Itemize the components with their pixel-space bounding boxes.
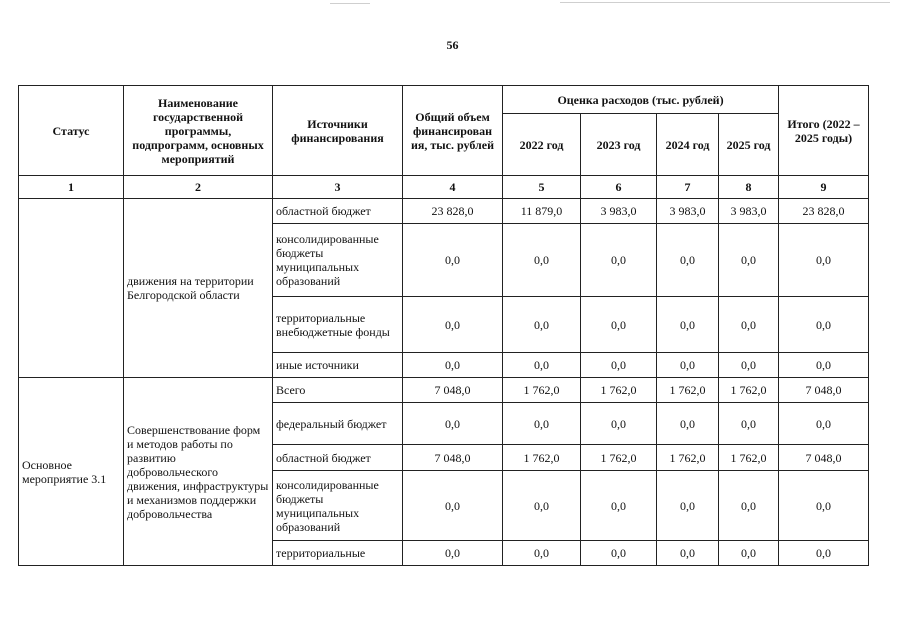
value-total-volume: 0,0 bbox=[403, 403, 503, 445]
funding-source: консолидированные бюджеты муниципальных образований bbox=[273, 224, 403, 297]
column-numbers-row bbox=[19, 176, 869, 199]
funding-source: консолидированные бюджеты муниципальных образований bbox=[273, 471, 403, 541]
scan-artifact-line bbox=[330, 3, 370, 4]
value-2025: 0,0 bbox=[719, 224, 779, 297]
value-2022: 1 762,0 bbox=[503, 445, 581, 471]
header-costs: Оценка расходов (тыс. рублей) bbox=[503, 86, 779, 114]
status-cell bbox=[19, 199, 124, 378]
funding-source: Всего bbox=[273, 378, 403, 403]
value-2023: 0,0 bbox=[581, 471, 657, 541]
measure-name-cell: Совершенствование форм и методов работы по развитию добровольческого движения, инфраструктуры и механизмов поддержки добровольчества bbox=[124, 378, 273, 566]
value-2023: 1 762,0 bbox=[581, 378, 657, 403]
value-2023: 0,0 bbox=[581, 353, 657, 378]
funding-source: территориальные внебюджетные фонды bbox=[273, 297, 403, 353]
funding-source: территориальные bbox=[273, 541, 403, 566]
status-cell: Основное мероприятие 3.1 bbox=[19, 378, 124, 566]
value-2023: 1 762,0 bbox=[581, 445, 657, 471]
value-2022: 11 879,0 bbox=[503, 199, 581, 224]
value-total-period: 0,0 bbox=[779, 471, 869, 541]
header-total-period: Итого (2022 – 2025 годы) bbox=[779, 86, 869, 176]
value-total-volume: 7 048,0 bbox=[403, 378, 503, 403]
value-2025: 3 983,0 bbox=[719, 199, 779, 224]
header-year-2022: 2022 год bbox=[503, 114, 581, 176]
value-2024: 3 983,0 bbox=[657, 199, 719, 224]
table-row bbox=[19, 199, 869, 224]
value-2024: 1 762,0 bbox=[657, 378, 719, 403]
value-total-period: 23 828,0 bbox=[779, 199, 869, 224]
header-total-volume: Общий объем финансирован ия, тыс. рублей bbox=[403, 86, 503, 176]
value-2025: 1 762,0 bbox=[719, 378, 779, 403]
table-row bbox=[19, 378, 869, 403]
column-number: 3 bbox=[273, 176, 403, 199]
value-2025: 0,0 bbox=[719, 403, 779, 445]
column-number: 4 bbox=[403, 176, 503, 199]
funding-source: федеральный бюджет bbox=[273, 403, 403, 445]
header-status: Статус bbox=[19, 86, 124, 176]
value-2022: 0,0 bbox=[503, 403, 581, 445]
value-total-period: 0,0 bbox=[779, 353, 869, 378]
value-2025: 0,0 bbox=[719, 297, 779, 353]
column-number: 1 bbox=[19, 176, 124, 199]
value-2024: 0,0 bbox=[657, 297, 719, 353]
column-number: 6 bbox=[581, 176, 657, 199]
header-year-2024: 2024 год bbox=[657, 114, 719, 176]
header-sources: Источники финансирования bbox=[273, 86, 403, 176]
measure-name-cell: движения на территории Белгородской области bbox=[124, 199, 273, 378]
value-total-volume: 7 048,0 bbox=[403, 445, 503, 471]
value-total-period: 7 048,0 bbox=[779, 378, 869, 403]
value-total-volume: 0,0 bbox=[403, 224, 503, 297]
funding-source: областной бюджет bbox=[273, 199, 403, 224]
value-total-volume: 0,0 bbox=[403, 541, 503, 566]
value-2022: 0,0 bbox=[503, 471, 581, 541]
value-2022: 0,0 bbox=[503, 297, 581, 353]
value-2024: 0,0 bbox=[657, 353, 719, 378]
value-2025: 0,0 bbox=[719, 471, 779, 541]
value-2025: 0,0 bbox=[719, 353, 779, 378]
value-total-period: 7 048,0 bbox=[779, 445, 869, 471]
value-2025: 0,0 bbox=[719, 541, 779, 566]
header-year-2025: 2025 год bbox=[719, 114, 779, 176]
value-2023: 0,0 bbox=[581, 297, 657, 353]
column-number: 9 bbox=[779, 176, 869, 199]
value-2023: 0,0 bbox=[581, 403, 657, 445]
value-2025: 1 762,0 bbox=[719, 445, 779, 471]
value-total-period: 0,0 bbox=[779, 224, 869, 297]
value-2022: 0,0 bbox=[503, 224, 581, 297]
header-year-2023: 2023 год bbox=[581, 114, 657, 176]
value-total-period: 0,0 bbox=[779, 403, 869, 445]
value-2024: 0,0 bbox=[657, 224, 719, 297]
value-2024: 0,0 bbox=[657, 471, 719, 541]
scan-artifact-line bbox=[560, 2, 890, 3]
value-2023: 0,0 bbox=[581, 541, 657, 566]
funding-source: иные источники bbox=[273, 353, 403, 378]
value-2023: 3 983,0 bbox=[581, 199, 657, 224]
value-2022: 1 762,0 bbox=[503, 378, 581, 403]
page-number: 56 bbox=[446, 38, 459, 52]
column-number: 8 bbox=[719, 176, 779, 199]
value-total-volume: 0,0 bbox=[403, 353, 503, 378]
value-total-period: 0,0 bbox=[779, 297, 869, 353]
value-total-period: 0,0 bbox=[779, 541, 869, 566]
funding-source: областной бюджет bbox=[273, 445, 403, 471]
value-2023: 0,0 bbox=[581, 224, 657, 297]
value-2022: 0,0 bbox=[503, 353, 581, 378]
value-2024: 0,0 bbox=[657, 541, 719, 566]
budget-table bbox=[18, 85, 869, 566]
value-2024: 1 762,0 bbox=[657, 445, 719, 471]
value-2024: 0,0 bbox=[657, 403, 719, 445]
column-number: 5 bbox=[503, 176, 581, 199]
value-total-volume: 0,0 bbox=[403, 297, 503, 353]
value-total-volume: 23 828,0 bbox=[403, 199, 503, 224]
header-name: Наименование государственной программы, подпрограмм, основных мероприятий bbox=[124, 86, 273, 176]
value-2022: 0,0 bbox=[503, 541, 581, 566]
column-number: 2 bbox=[124, 176, 273, 199]
value-total-volume: 0,0 bbox=[403, 471, 503, 541]
column-number: 7 bbox=[657, 176, 719, 199]
